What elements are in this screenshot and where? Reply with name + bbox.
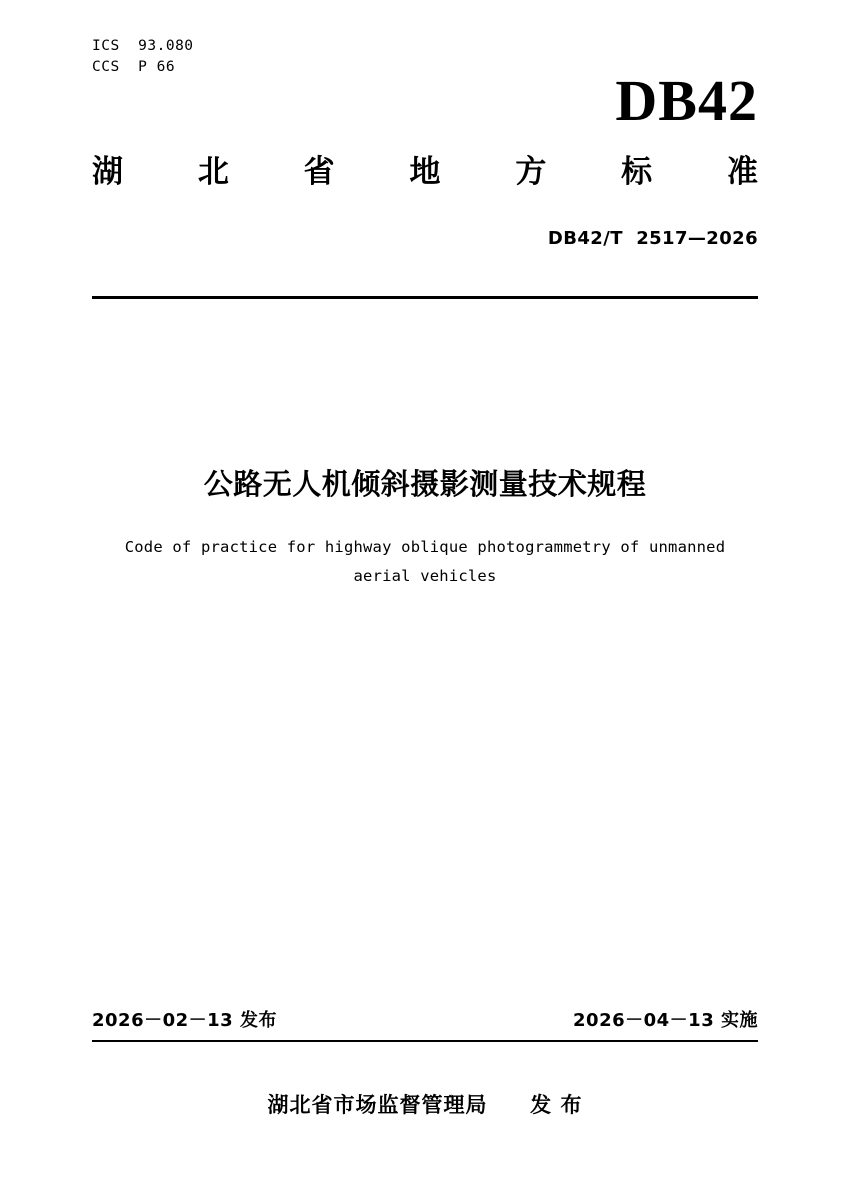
standard-category-char-2: 省 <box>303 154 335 190</box>
standard-category-char-4: 方 <box>515 154 547 190</box>
issue-date: 2026－02－13 发布 <box>92 1010 277 1031</box>
date-row <box>92 1006 758 1032</box>
classification-codes <box>92 36 194 78</box>
effective-date: 2026－04－13 实施 <box>573 1010 758 1031</box>
publisher-suffix: 发 布 <box>530 1093 583 1117</box>
ics-code: ICS 93.080 <box>92 38 194 54</box>
footer-divider <box>92 1040 758 1042</box>
publisher-line <box>0 1089 850 1119</box>
standard-category-char-6: 准 <box>726 154 758 190</box>
document-title-english: Code of practice for highway oblique photogrammetry of unmanned aerial vehicles <box>124 538 726 585</box>
standard-number: DB42/T 2517—2026 <box>547 228 758 249</box>
document-title-chinese: 公路无人机倾斜摄影测量技术规程 <box>203 467 647 501</box>
standard-category-char-1: 北 <box>197 154 229 190</box>
publisher-name: 湖北省市场监督管理局 <box>267 1093 488 1117</box>
header-divider <box>92 296 758 299</box>
standard-mark: DB42 <box>615 68 758 133</box>
ccs-code: CCS P 66 <box>92 59 176 75</box>
standard-category-char-5: 标 <box>621 154 653 190</box>
standard-category-char-0: 湖 <box>92 154 123 190</box>
standard-category-title <box>92 152 758 192</box>
standard-category-char-3: 地 <box>409 154 441 190</box>
